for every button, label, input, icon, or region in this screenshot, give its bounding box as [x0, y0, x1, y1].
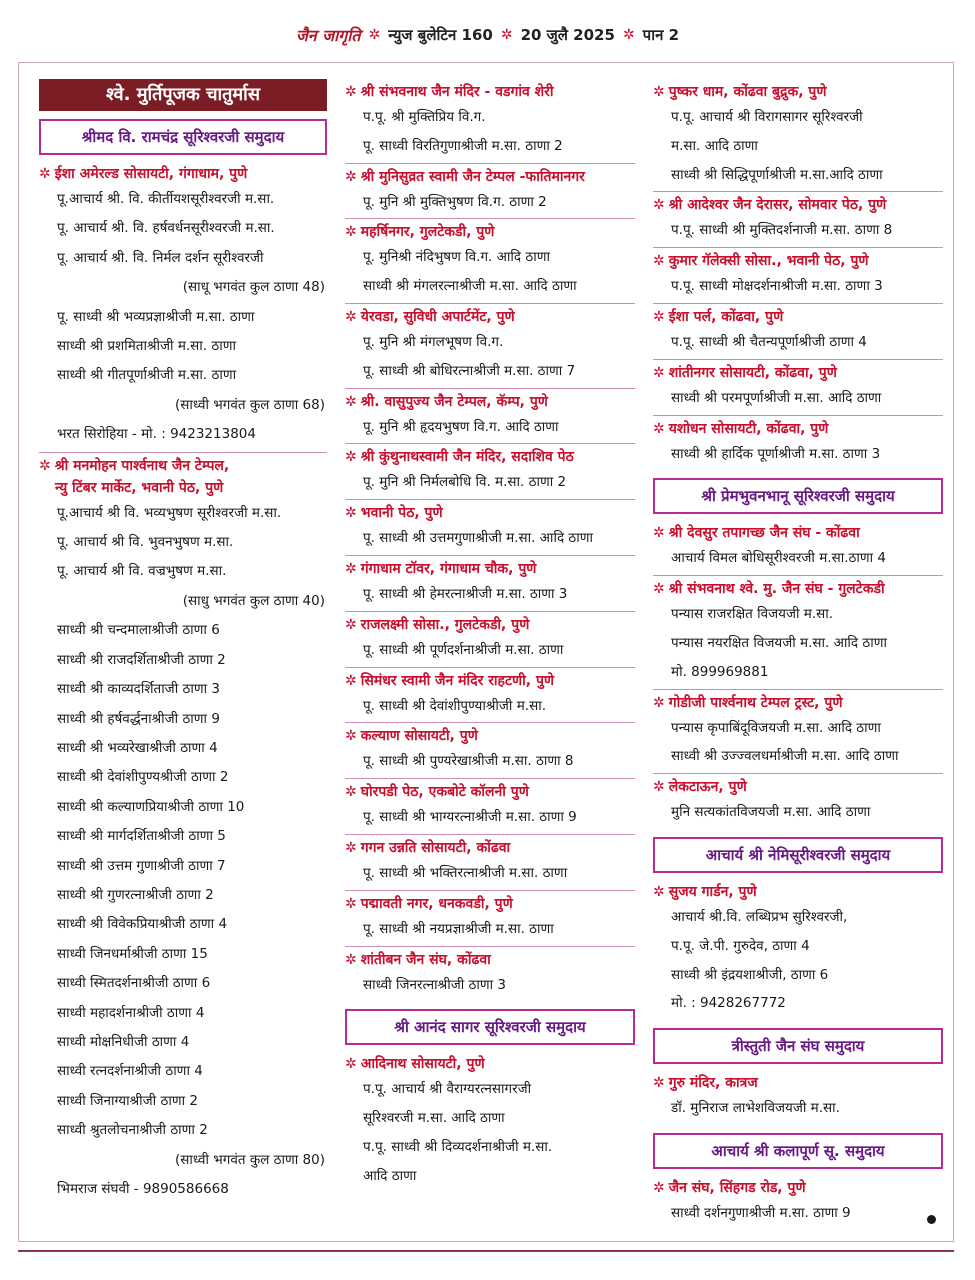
- entry-line: सूरिश्वरजी म.सा. आदि ठाणा: [363, 1110, 505, 1127]
- samuday-heading: श्री प्रेमभुवनभानू सूरिश्वरजी समुदाय: [653, 478, 943, 514]
- location-heading: [653, 79, 943, 103]
- location-section: [653, 879, 943, 1018]
- star-bullet-icon: ✲: [345, 84, 357, 100]
- entry-line: प.पू. श्री मुक्तिप्रिय वि.ग.: [363, 109, 486, 125]
- entry-line: पू. मुनि श्री मुक्तिभुषण वि.ग. ठाणा 2: [363, 193, 547, 210]
- location-name: लेकटाऊन, पुणे: [668, 779, 747, 796]
- entry-line: साध्वी श्री भव्यरेखाश्रीजी ठाणा 4: [57, 739, 218, 756]
- entry-line: साध्वी श्री हर्षवर्द्धनाश्रीजी ठाणा 9: [57, 710, 220, 727]
- location-heading: [345, 218, 635, 243]
- location-name: श्री संभवनाथ जैन मंदिर - वडगांव शेरी: [360, 84, 554, 100]
- star-bullet-icon: ✲: [345, 672, 357, 689]
- entry-line: साध्वी श्री मंगलरत्नाश्रीजी म.सा. आदि ठाणा: [363, 278, 577, 295]
- entry-line: साध्वी श्रुतलोचनाश्रीजी ठाणा 2: [57, 1122, 208, 1139]
- location-heading: [345, 1051, 635, 1075]
- entry-line: पू. मुनिश्री नंदिभुषण वि.ग. आदि ठाणा: [363, 249, 550, 266]
- location-name: श्री मुनिसुव्रत स्वामी जैन टेम्पल -फातिमानगर: [360, 168, 585, 185]
- location-section: [345, 722, 635, 776]
- bottom-rule: [18, 1250, 954, 1252]
- jain-jagruti-logo: जैन जागृति: [295, 26, 361, 45]
- entry-line: (साधू भगवंत कुल ठाणा 48): [182, 279, 325, 296]
- location-heading: [345, 163, 635, 188]
- star-bullet-icon: ✲: [653, 581, 665, 598]
- section-list: [39, 161, 327, 1204]
- entry-line: पू. साध्वी श्री भक्तिरत्नाश्रीजी म.सा. ठाणा: [363, 864, 568, 881]
- location-heading: [345, 890, 635, 915]
- star-bullet-icon: ✲: [345, 168, 357, 185]
- entry-line: मो. : 9428267772: [671, 995, 786, 1012]
- location-heading: [345, 611, 635, 636]
- samuday-heading: श्रीमद वि. रामचंद्र सूरिश्वरजी समुदाय: [39, 119, 327, 155]
- entry-line: साध्वी श्री उज्ज्वलधर्माश्रीजी म.सा. आदि ठाणा: [671, 748, 899, 765]
- location-heading: [39, 452, 327, 499]
- location-heading: [653, 773, 943, 798]
- location-name: श्री कुंथुनाथस्वामी जैन मंदिर, सदाशिव पेठ: [360, 449, 574, 466]
- entry-line: पू. साध्वी विरतिगुणाश्रीजी म.सा. ठाणा 2: [363, 137, 563, 154]
- location-section: [345, 890, 635, 944]
- entry-line: साध्वी दर्शनगुणाश्रीजी म.सा. ठाणा 9: [671, 1204, 851, 1221]
- star-bullet-icon: ✲: [345, 1056, 357, 1073]
- star-bullet-icon: ✲: [653, 883, 665, 900]
- bulletin-date: 20 जुलै 2025: [520, 26, 615, 44]
- entry-line: पू.आचार्य श्री. वि. कीर्तीयशसूरीश्वरजी म.सा.: [57, 191, 275, 207]
- entry-line: पू. साध्वी श्री पुण्यरेखाश्रीजी म.सा. ठाणा 8: [363, 753, 574, 770]
- star-bullet-icon: ✲: [39, 457, 51, 474]
- section-list: [653, 520, 943, 827]
- location-name: श्री संभवनाथ श्वे. मु. जैन संघ - गुलटेकडी: [668, 581, 885, 598]
- entry-line: पू. आचार्य श्री वि. भुवनभुषण म.सा.: [57, 534, 234, 551]
- location-heading: [653, 1070, 943, 1094]
- entry-line: साध्वी श्री सिद्धिपूर्णाश्रीजी म.सा.आदि ठाणा: [671, 166, 883, 183]
- location-name: भवानी पेठ, पुणे: [360, 505, 443, 522]
- entry-line: मो. 899969881: [671, 663, 769, 680]
- column-1: [39, 79, 327, 1206]
- location-name: जैन संघ, सिंहगड रोड, पुणे: [668, 1179, 806, 1196]
- entry-line: साध्वी स्मितदर्शनाश्रीजी ठाणा 6: [57, 975, 211, 992]
- star-icon: ✲: [368, 27, 381, 43]
- end-bullet-icon: [927, 1215, 936, 1224]
- location-section: [345, 303, 635, 386]
- entry-line: साध्वी श्री परमपूर्णाश्रीजी म.सा. आदि ठाणा: [671, 389, 882, 406]
- entry-line: पू. साध्वी श्री भाग्यरत्नाश्रीजी म.सा. ठाणा 9: [363, 809, 577, 826]
- entry-line: पन्यास नयरक्षित विजयजी म.सा. आदि ठाणा: [671, 634, 887, 651]
- entry-line: पू. साध्वी श्री भव्यप्रज्ञाश्रीजी म.सा. ठाणा: [57, 308, 255, 325]
- location-name: राजलक्ष्मी सोसा., गुलटेकडी, पुणे: [360, 616, 530, 633]
- entry-line: साध्वी जिनाग्याश्रीजी ठाणा 2: [57, 1092, 198, 1109]
- entry-line: पू. साध्वी श्री बोधिरत्नाश्रीजी म.सा. ठाणा 7: [363, 362, 576, 379]
- entry-line: साध्वी श्री उत्तम गुणाश्रीजी ठाणा 7: [57, 857, 226, 874]
- star-bullet-icon: ✲: [345, 224, 357, 241]
- location-heading: [345, 946, 635, 971]
- location-heading: [345, 443, 635, 468]
- entry-line: (साध्वी भगवंत कुल ठाणा 68): [175, 396, 325, 413]
- star-bullet-icon: ✲: [345, 449, 357, 466]
- entry-line: साध्वी श्री इंद्रयशाश्रीजी, ठाणा 6: [671, 966, 829, 983]
- entry-line: साध्वी श्री मार्गदर्शिताश्रीजी ठाणा 5: [57, 828, 226, 845]
- location-heading: [345, 555, 635, 580]
- entry-line: साध्वी श्री कल्याणप्रियाश्रीजी ठाणा 10: [57, 798, 245, 815]
- star-bullet-icon: ✲: [39, 166, 51, 182]
- entry-line: आचार्य विमल बोधिसूरीश्वरजी म.सा.ठाणा 4: [671, 550, 886, 567]
- location-heading: [345, 722, 635, 747]
- location-section: [345, 611, 635, 665]
- location-heading: [345, 834, 635, 859]
- location-section: [345, 667, 635, 721]
- star-bullet-icon: ✲: [345, 951, 357, 968]
- entry-line: प.पू. साध्वी श्री मुक्तिदर्शनाजी म.सा. ठाणा 8: [671, 222, 893, 239]
- location-name: कुमार गॅलेक्सी सोसा., भवानी पेठ, पुणे: [668, 253, 869, 270]
- star-bullet-icon: ✲: [345, 505, 357, 522]
- location-section: [653, 359, 943, 413]
- entry-line: साध्वी श्री राजदर्शिताश्रीजी ठाणा 2: [57, 651, 226, 668]
- entry-line: पू. साध्वी श्री नयप्रज्ञाश्रीजी म.सा. ठाणा: [363, 920, 554, 937]
- page-number: पान 2: [642, 26, 680, 44]
- star-bullet-icon: ✲: [653, 308, 665, 325]
- entry-line: साध्वी श्री चन्दमालाश्रीजी ठाणा 6: [57, 622, 220, 639]
- bulletin-page: [18, 62, 954, 1242]
- location-name: ईशा पर्ल, कोंढवा, पुणे: [668, 308, 784, 325]
- entry-line: साध्वी श्री हार्दिक पूर्णाश्रीजी म.सा. ठाणा 3: [671, 445, 881, 462]
- location-name: पद्मावती नगर, धनकवडी, पुणे: [360, 895, 513, 912]
- star-bullet-icon: ✲: [653, 694, 665, 711]
- samuday-heading: त्रीस्तुती जैन संघ समुदाय: [653, 1028, 943, 1064]
- location-name: श्री आदेश्वर जैन देरासर, सोमवार पेठ, पुणे: [668, 197, 887, 214]
- location-name: पुष्कर धाम, कोंढवा बुद्रुक, पुणे: [668, 84, 827, 100]
- entry-line: पन्यास कृपाबिंदूविजयजी म.सा. आदि ठाणा: [671, 719, 881, 736]
- entry-line: डॉ. मुनिराज लाभेशविजयजी म.सा.: [671, 1100, 840, 1117]
- location-section: [653, 773, 943, 827]
- location-name: न्यु टिंबर मार्केट, भवानी पेठ, पुणे: [55, 479, 224, 496]
- entry-line: पू. मुनि श्री निर्मलबोधि वि. म.सा. ठाणा 2: [363, 474, 567, 491]
- entry-line: पू. आचार्य श्री वि. वज्रभुषण म.सा.: [57, 563, 227, 580]
- location-name: गगन उन्नति सोसायटी, कोंढवा: [360, 839, 511, 856]
- location-name: गुरु मंदिर, कात्रज: [668, 1075, 758, 1092]
- location-name: आदिनाथ सोसायटी, पुणे: [360, 1056, 485, 1073]
- entry-line: साध्वी श्री प्रशमिताश्रीजी म.सा. ठाणा: [57, 338, 236, 355]
- location-heading: [653, 689, 943, 714]
- location-section: [653, 303, 943, 357]
- star-bullet-icon: ✲: [345, 393, 357, 410]
- location-heading: [653, 247, 943, 272]
- entry-line: साध्वी जिनरत्नाश्रीजी ठाणा 3: [363, 976, 506, 993]
- entry-line: प.पू. आचार्य श्री विरागसागर सूरिश्वरजी: [671, 109, 863, 125]
- star-bullet-icon: ✲: [345, 784, 357, 801]
- location-name: श्री. वासुपुज्य जैन टेम्पल, कॅम्प, पुणे: [360, 393, 548, 410]
- entry-line: भिमराज संघवी - 9890586668: [57, 1181, 229, 1197]
- location-section: [345, 218, 635, 301]
- location-heading: [653, 359, 943, 384]
- entry-line: साध्वी जिनधर्माश्रीजी ठाणा 15: [57, 945, 208, 962]
- location-section: [653, 1070, 943, 1123]
- star-bullet-icon: ✲: [653, 779, 665, 796]
- location-heading: [653, 575, 943, 600]
- location-section: [345, 1051, 635, 1190]
- entry-line: पू. साध्वी श्री पूर्णदर्शनाश्रीजी म.सा. ठाणा: [363, 641, 564, 658]
- entry-line: साध्वी रत्नदर्शनाश्रीजी ठाणा 4: [57, 1063, 203, 1080]
- entry-line: साध्वी श्री गुणरत्नाश्रीजी ठाणा 2: [57, 886, 214, 903]
- location-name: गंगाधाम टॉवर, गंगाधाम चौक, पुणे: [360, 560, 537, 577]
- location-heading: [345, 388, 635, 413]
- entry-line: पू. साध्वी श्री उत्तमगुणाश्रीजी म.सा. आदि ठाणा: [363, 530, 594, 547]
- location-section: [345, 834, 635, 888]
- entry-line: आदि ठाणा: [363, 1167, 417, 1184]
- entry-line: प.पू. जे.पी. गुरुदेव, ठाणा 4: [671, 937, 810, 954]
- location-heading: [345, 303, 635, 328]
- location-heading: [653, 1175, 943, 1199]
- location-name: सुजय गार्डन, पुणे: [668, 883, 757, 900]
- star-bullet-icon: ✲: [345, 728, 357, 745]
- location-heading: [653, 879, 943, 903]
- location-section: [39, 452, 327, 1205]
- entry-line: साध्वी श्री विवेकप्रियाश्रीजी ठाणा 4: [57, 916, 228, 933]
- location-section: [653, 1175, 943, 1228]
- location-section: [653, 689, 943, 772]
- location-name: घोरपडी पेठ, एकबोटे कॉलनी पुणे: [360, 784, 529, 801]
- star-bullet-icon: ✲: [345, 616, 357, 633]
- section-list: [345, 1051, 635, 1190]
- location-section: [653, 247, 943, 301]
- star-bullet-icon: ✲: [345, 839, 357, 856]
- location-name: महर्षिनगर, गुलटेकडी, पुणे: [360, 224, 495, 241]
- location-name: गोडीजी पार्श्वनाथ टेम्पल ट्रस्ट, पुणे: [668, 694, 843, 711]
- location-section: [345, 499, 635, 553]
- location-section: [345, 163, 635, 217]
- location-section: [345, 79, 635, 161]
- entry-line: भरत सिरोहिया - मो. : 9423213804: [57, 426, 256, 443]
- star-bullet-icon: ✲: [653, 84, 665, 100]
- star-bullet-icon: ✲: [653, 525, 665, 542]
- entry-line: साध्वी मोक्षनिधीजी ठाणा 4: [57, 1033, 190, 1050]
- location-heading: [653, 520, 943, 544]
- entry-line: साध्वी श्री काव्यदर्शिताजी ठाणा 3: [57, 681, 220, 698]
- entry-line: पू. मुनि श्री हृदयभुषण वि.ग. आदि ठाणा: [363, 418, 559, 435]
- entry-line: पू.आचार्य श्री वि. भव्यभुषण सूरीश्वरजी म.सा.: [57, 504, 282, 521]
- star-bullet-icon: ✲: [653, 364, 665, 381]
- samuday-heading: आचार्य श्री कलापूर्ण सू. समुदाय: [653, 1133, 943, 1169]
- location-heading: [653, 303, 943, 328]
- star-icon: ✲: [500, 27, 513, 43]
- entry-line: पू. आचार्य श्री. वि. हर्षवर्धनसूरीश्वरजी म.सा.: [57, 220, 275, 237]
- entry-line: साध्वी श्री गीतपूर्णाश्रीजी म.सा. ठाणा: [57, 367, 237, 384]
- location-section: [653, 79, 943, 189]
- star-bullet-icon: ✲: [653, 1075, 665, 1092]
- samuday-heading: आचार्य श्री नेमिसूरीश्वरजी समुदाय: [653, 837, 943, 873]
- entry-line: प.पू. साध्वी श्री चैतन्यपूर्णाश्रीजी ठाणा 4: [671, 333, 867, 350]
- entry-line: म.सा. आदि ठाणा: [671, 137, 758, 154]
- entry-line: मुनि सत्यकांतविजयजी म.सा. आदि ठाणा: [671, 804, 871, 821]
- location-name: कल्याण सोसायटी, पुणे: [360, 728, 478, 745]
- location-name: यशोधन सोसायटी, कोंढवा, पुणे: [668, 420, 829, 437]
- location-section: [653, 520, 943, 573]
- entry-line: साध्वी महादर्शनाश्रीजी ठाणा 4: [57, 1004, 205, 1021]
- location-name: शांतीनगर सोसायटी, कोंढवा, पुणे: [668, 364, 837, 381]
- location-section: [653, 575, 943, 686]
- entry-line: पू. साध्वी श्री देवांशीपुण्याश्रीजी म.सा.: [363, 697, 546, 714]
- bulletin-header: [0, 20, 975, 50]
- location-heading: [653, 191, 943, 216]
- location-section: [653, 191, 943, 245]
- location-heading: [345, 79, 635, 103]
- location-section: [345, 946, 635, 1000]
- star-bullet-icon: ✲: [345, 895, 357, 912]
- entry-line: पू. मुनि श्री मंगलभूषण वि.ग.: [363, 333, 504, 350]
- location-section: [653, 415, 943, 469]
- column-3: [653, 79, 943, 1230]
- location-name: ईशा अमेरल्ड सोसायटी, गंगाधाम, पुणे: [54, 166, 248, 182]
- entry-line: प.पू. साध्वी मोक्षदर्शनाश्रीजी म.सा. ठाणा 3: [671, 278, 883, 295]
- location-heading: [345, 499, 635, 524]
- location-section: [39, 161, 327, 450]
- entry-line: प.पू. साध्वी श्री दिव्यदर्शनाश्रीजी म.सा.: [363, 1138, 553, 1155]
- column-2: [345, 79, 635, 1193]
- location-heading: [653, 415, 943, 440]
- entry-line: (साध्वी भगवंत कुल ठाणा 80): [175, 1151, 325, 1168]
- entry-line: पू. साध्वी श्री हेमरत्नाश्रीजी म.सा. ठाणा 3: [363, 585, 568, 602]
- section-list: [653, 1070, 943, 1123]
- location-heading: [345, 778, 635, 803]
- location-name: येरवडा, सुविधी अपार्टमेंट, पुणे: [360, 308, 515, 325]
- location-name: श्री मनमोहन पार्श्वनाथ जैन टेम्पल,: [54, 457, 230, 474]
- star-bullet-icon: ✲: [653, 253, 665, 270]
- samuday-heading: श्री आनंद सागर सूरिश्वरजी समुदाय: [345, 1009, 635, 1045]
- entry-line: (साधु भगवंत कुल ठाणा 40): [182, 592, 325, 609]
- location-heading: [345, 667, 635, 692]
- bulletin-number: न्युज बुलेटिन 160: [388, 26, 493, 44]
- entry-line: पन्यास राजरक्षित विजयजी म.सा.: [671, 606, 834, 623]
- location-name: श्री देवसुर तपागच्छ जैन संघ - कोंढवा: [668, 525, 860, 542]
- main-title: श्वे. मुर्तिपूजक चातुर्मास: [39, 79, 327, 111]
- section-list: [653, 879, 943, 1018]
- location-name: शांतीबन जैन संघ, कोंढवा: [360, 951, 491, 968]
- star-bullet-icon: ✲: [653, 420, 665, 437]
- location-name: सिमंधर स्वामी जैन मंदिर राहटणी, पुणे: [360, 672, 555, 689]
- location-heading: [39, 161, 327, 185]
- location-section: [345, 555, 635, 609]
- star-icon: ✲: [622, 27, 635, 43]
- location-section: [345, 778, 635, 832]
- section-list: [345, 79, 635, 999]
- star-bullet-icon: ✲: [345, 308, 357, 325]
- location-section: [345, 388, 635, 442]
- entry-line: आचार्य श्री.वि. लब्धिप्रभ सुरिश्वरजी,: [671, 908, 848, 925]
- entry-line: पू. आचार्य श्री. वि. निर्मल दर्शन सूरीश्वरजी: [57, 249, 264, 266]
- star-bullet-icon: ✲: [653, 1179, 665, 1196]
- star-bullet-icon: ✲: [345, 560, 357, 577]
- entry-line: साध्वी श्री देवांशीपुण्यश्रीजी ठाणा 2: [57, 769, 229, 786]
- section-list: [653, 1175, 943, 1228]
- entry-line: प.पू. आचार्य श्री वैराग्यरत्नसागरजी: [363, 1081, 532, 1098]
- section-list: [653, 79, 943, 468]
- location-section: [345, 443, 635, 497]
- star-bullet-icon: ✲: [653, 197, 665, 214]
